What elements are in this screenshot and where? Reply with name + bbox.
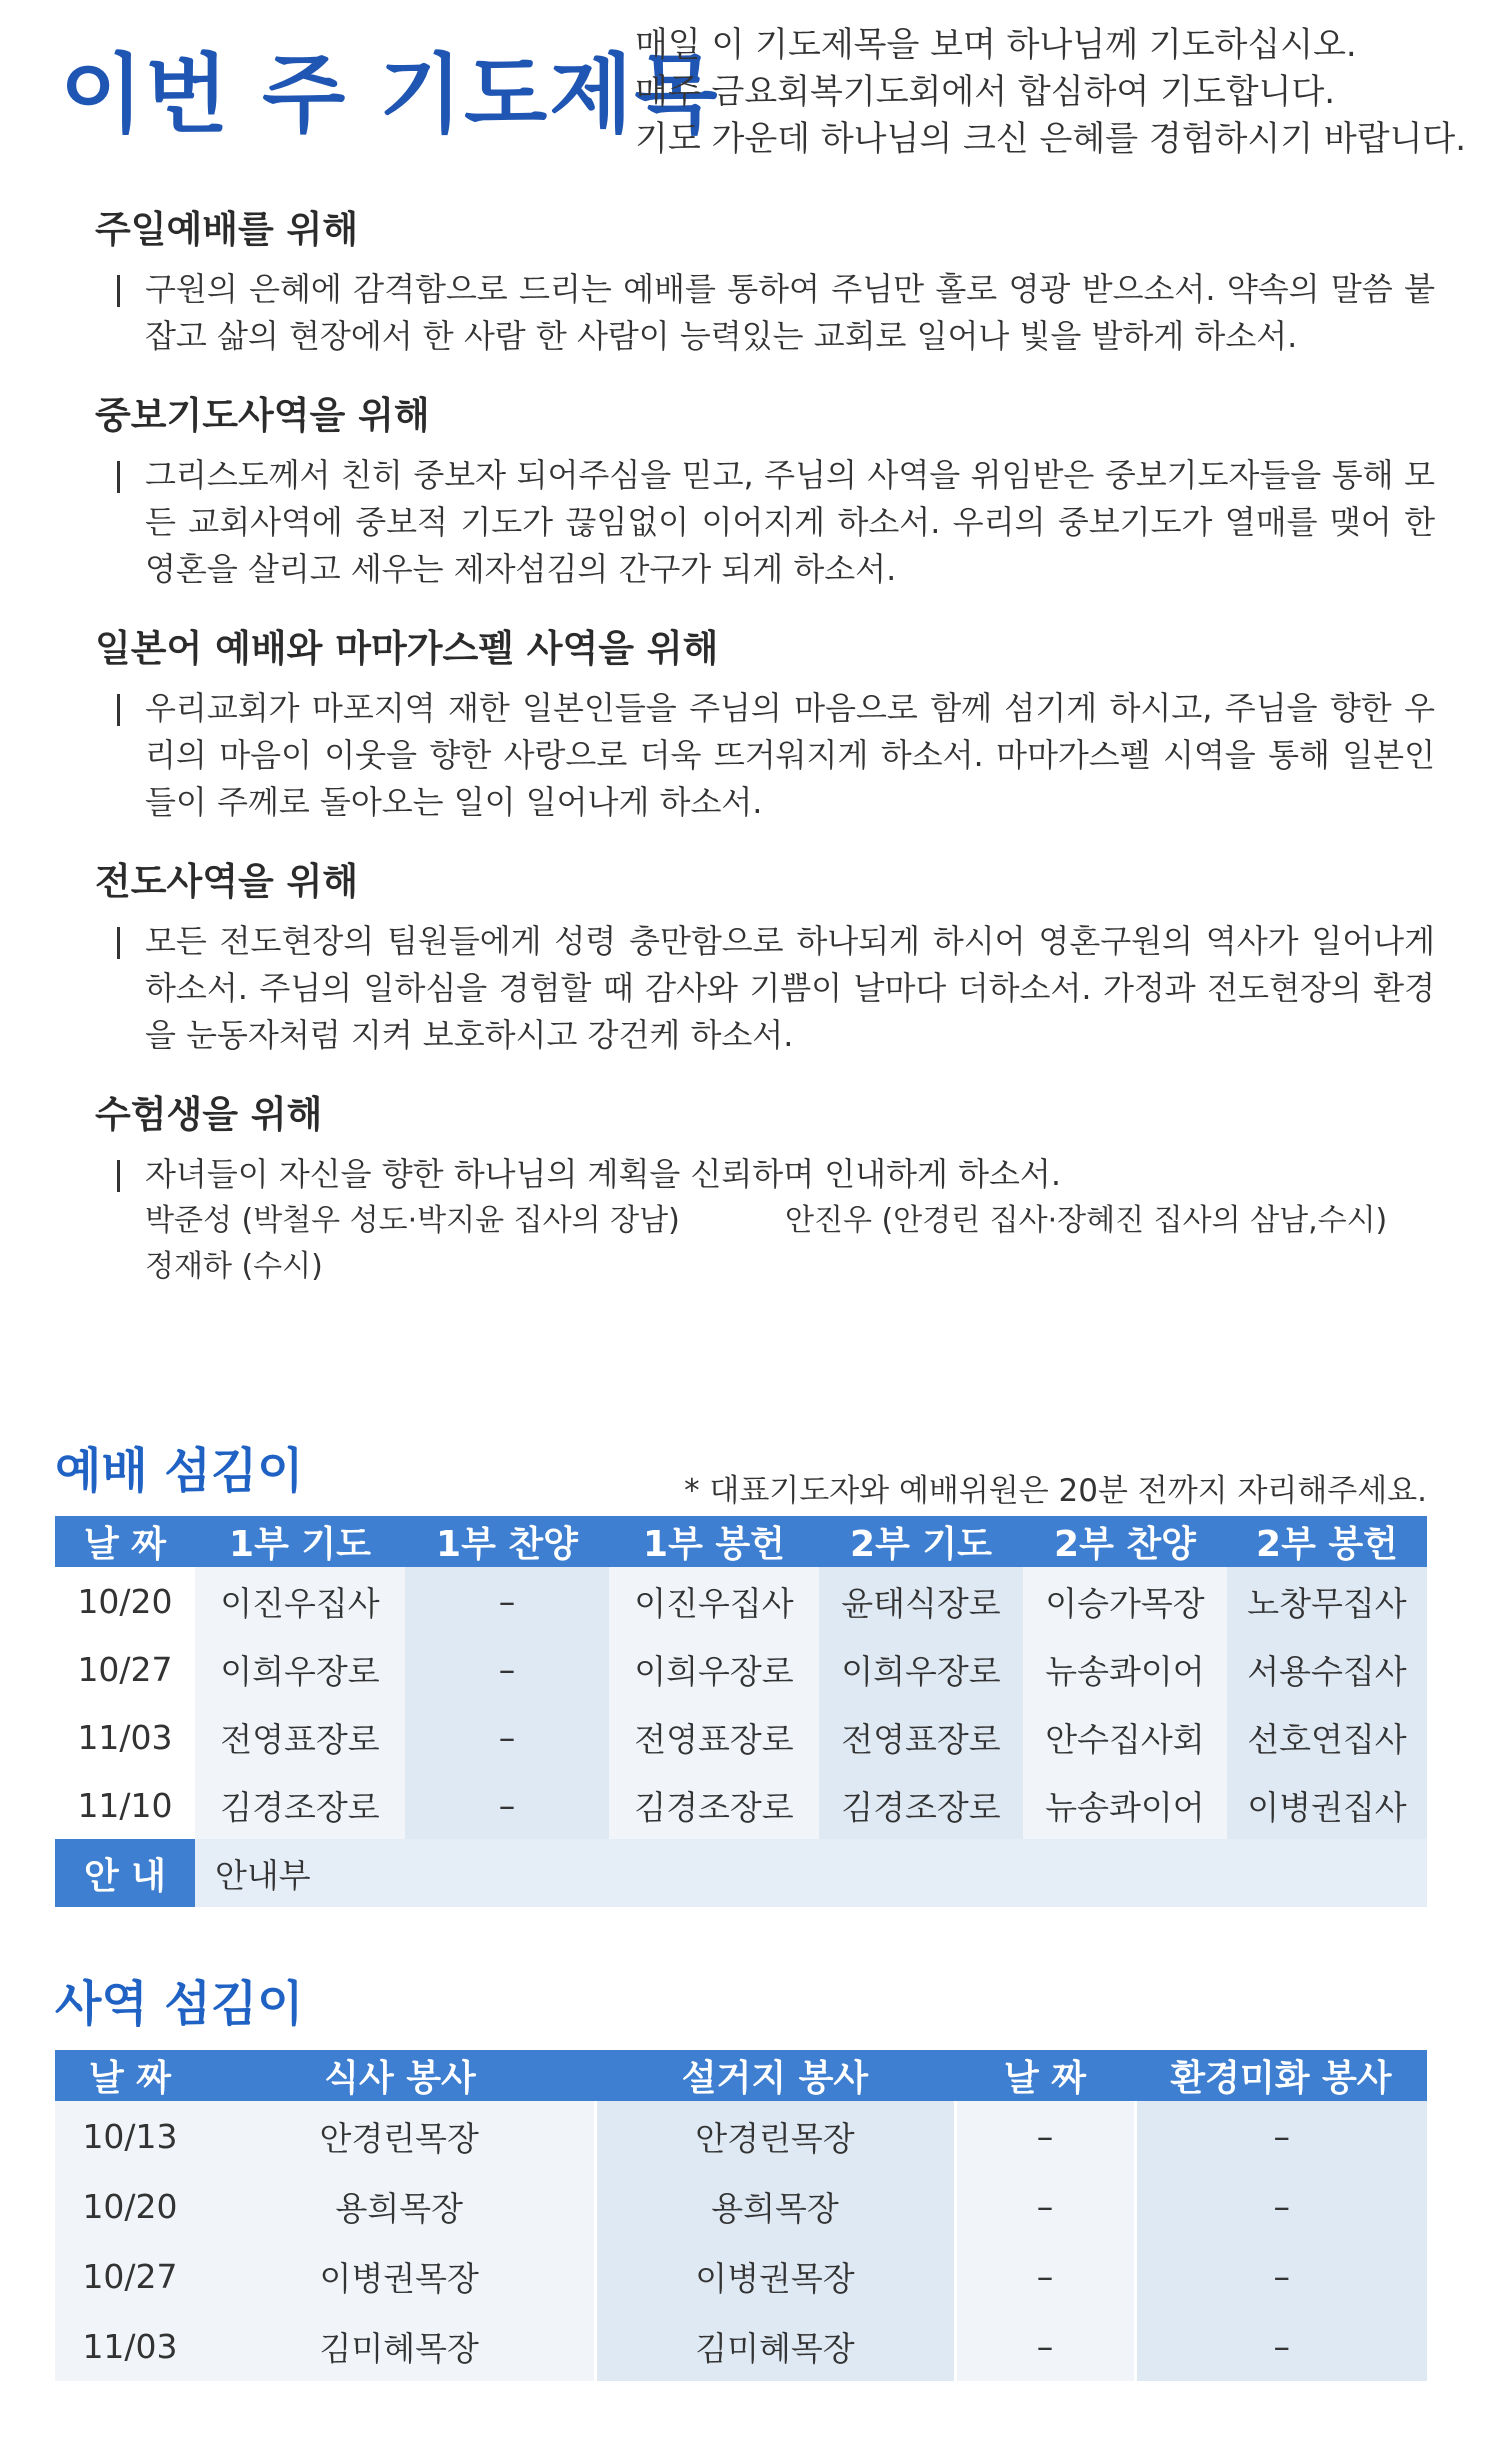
table-cell: 용희목장 <box>205 2171 595 2241</box>
intro-line: 매일 이 기도제목을 보며 하나님께 기도하십시오. <box>635 25 1357 65</box>
column-header: 날 짜 <box>955 2050 1135 2101</box>
prayer-title: 중보기도사역을 위해 <box>95 394 430 437</box>
table-row <box>55 2101 1427 2171</box>
column-header: 2부 찬양 <box>1023 1516 1227 1567</box>
ministry-title: 사역 섬김이 <box>55 1976 304 2032</box>
prayer-body: 자녀들이 자신을 향한 하나님의 계획을 신뢰하며 인내하게 하소서. <box>117 1151 1435 1198</box>
table-cell: 서용수집사 <box>1227 1635 1427 1703</box>
ministry-table <box>55 2050 1427 2381</box>
table-row <box>55 2241 1427 2311</box>
guide-value: 안내부 <box>195 1839 1427 1907</box>
table-row <box>55 1771 1427 1839</box>
table-cell: 전영표장로 <box>819 1703 1023 1771</box>
table-row <box>55 2171 1427 2241</box>
table-cell: 전영표장로 <box>609 1703 819 1771</box>
table-cell: – <box>405 1567 609 1635</box>
table-cell: – <box>405 1771 609 1839</box>
prayer-title: 수험생을 위해 <box>95 1093 323 1136</box>
table-header-row <box>55 1516 1427 1567</box>
table-cell: 이병권집사 <box>1227 1771 1427 1839</box>
table-row <box>55 1635 1427 1703</box>
intro-line: 매주 금요회복기도회에서 합심하여 기도합니다. <box>635 72 1336 112</box>
table-cell: – <box>955 2101 1135 2171</box>
table-cell: 김경조장로 <box>195 1771 405 1839</box>
student-names <box>145 1198 1435 1290</box>
table-cell: 김경조장로 <box>609 1771 819 1839</box>
date-cell: 10/13 <box>55 2101 205 2171</box>
date-cell: 10/20 <box>55 2171 205 2241</box>
table-cell: 김미혜목장 <box>205 2311 595 2381</box>
column-header: 2부 봉헌 <box>1227 1516 1427 1567</box>
prayer-section <box>95 1085 1435 1290</box>
column-header: 날 짜 <box>55 2050 205 2101</box>
table-cell: 김경조장로 <box>819 1771 1023 1839</box>
column-header: 식사 봉사 <box>205 2050 595 2101</box>
student-name: 박준성 (박철우 성도·박지윤 집사의 장남) <box>145 1203 680 1238</box>
table-cell: 뉴송콰이어 <box>1023 1635 1227 1703</box>
table-cell: – <box>955 2171 1135 2241</box>
column-header: 환경미화 봉사 <box>1135 2050 1427 2101</box>
table-cell: 이진우집사 <box>195 1567 405 1635</box>
page-title: 이번 주 기도제목 <box>60 45 720 145</box>
table-cell: 이희우장로 <box>195 1635 405 1703</box>
worship-table <box>55 1516 1427 1907</box>
table-cell: 이병권목장 <box>205 2241 595 2311</box>
names-row <box>145 1198 1435 1244</box>
column-header: 설거지 봉사 <box>595 2050 955 2101</box>
table-cell: 이승가목장 <box>1023 1567 1227 1635</box>
prayer-section <box>95 200 1435 360</box>
prayer-section <box>95 386 1435 593</box>
worship-note: * 대표기도자와 예배위원은 20분 전까지 자리해주세요. <box>684 1473 1427 1509</box>
prayer-title: 주일예배를 위해 <box>95 208 359 251</box>
table-cell: – <box>1135 2311 1427 2381</box>
prayer-list <box>95 200 1435 1316</box>
table-cell: 안수집사회 <box>1023 1703 1227 1771</box>
table-cell: 뉴송콰이어 <box>1023 1771 1227 1839</box>
table-cell: 선호연집사 <box>1227 1703 1427 1771</box>
date-cell: 10/20 <box>55 1567 195 1635</box>
guide-row <box>55 1839 1427 1907</box>
date-cell: 11/03 <box>55 1703 195 1771</box>
column-header: 1부 찬양 <box>405 1516 609 1567</box>
student-name: 정재하 (수시) <box>145 1249 323 1284</box>
prayer-body: 구원의 은혜에 감격함으로 드리는 예배를 통하여 주님만 홀로 영광 받으소서. 약속의 말씀 붙잡고 삶의 현장에서 한 사람 한 사람이 능력있는 교회로 일어나 빛을 발하게 하소서. <box>117 266 1435 360</box>
table-cell: 이병권목장 <box>595 2241 955 2311</box>
column-header: 2부 기도 <box>819 1516 1023 1567</box>
student-name: 안진우 (안경린 집사·장혜진 집사의 삼남,수시) <box>785 1203 1388 1238</box>
table-header-row <box>55 2050 1427 2101</box>
date-cell: 11/03 <box>55 2311 205 2381</box>
guide-label: 안 내 <box>55 1839 195 1907</box>
table-row <box>55 2311 1427 2381</box>
table-cell: – <box>1135 2241 1427 2311</box>
date-cell: 10/27 <box>55 2241 205 2311</box>
table-cell: – <box>955 2241 1135 2311</box>
table-cell: 안경린목장 <box>595 2101 955 2171</box>
table-cell: 김미혜목장 <box>595 2311 955 2381</box>
prayer-section <box>95 852 1435 1059</box>
table-cell: – <box>1135 2101 1427 2171</box>
prayer-title: 전도사역을 위해 <box>95 860 359 903</box>
column-header: 날 짜 <box>55 1516 195 1567</box>
table-cell: – <box>405 1635 609 1703</box>
prayer-section <box>95 619 1435 826</box>
table-cell: – <box>405 1703 609 1771</box>
table-cell: 윤태식장로 <box>819 1567 1023 1635</box>
table-cell: 안경린목장 <box>205 2101 595 2171</box>
table-row <box>55 1567 1427 1635</box>
prayer-title: 일본어 예배와 마마가스펠 사역을 위해 <box>95 627 719 670</box>
table-cell: 이희우장로 <box>819 1635 1023 1703</box>
date-cell: 11/10 <box>55 1771 195 1839</box>
table-cell: 전영표장로 <box>195 1703 405 1771</box>
column-header: 1부 봉헌 <box>609 1516 819 1567</box>
table-cell: – <box>955 2311 1135 2381</box>
prayer-body: 모든 전도현장의 팀원들에게 성령 충만함으로 하나되게 하시어 영혼구원의 역사가 일어나게 하소서. 주님의 일하심을 경험할 때 감사와 기쁨이 날마다 더하소서. 가정과 전도현장의 환경을 눈동자처럼 지켜 보호하시고 강건케 하소서. <box>117 918 1435 1059</box>
table-cell: 노창무집사 <box>1227 1567 1427 1635</box>
worship-title: 예배 섬김이 <box>55 1443 304 1499</box>
date-cell: 10/27 <box>55 1635 195 1703</box>
table-cell: 이진우집사 <box>609 1567 819 1635</box>
table-row <box>55 1703 1427 1771</box>
intro-line: 기도 가운데 하나님의 크신 은혜를 경험하시기 바랍니다. <box>635 119 1467 159</box>
table-cell: 용희목장 <box>595 2171 955 2241</box>
table-cell: – <box>1135 2171 1427 2241</box>
prayer-body: 그리스도께서 친히 중보자 되어주심을 믿고, 주님의 사역을 위임받은 중보기도자들을 통해 모든 교회사역에 중보적 기도가 끊임없이 이어지게 하소서. 우리의 중보기도가 열매를 맺어 한 영혼을 살리고 세우는 제자섬김의 간구가 되게 하소서. <box>117 452 1435 593</box>
column-header: 1부 기도 <box>195 1516 405 1567</box>
prayer-body: 우리교회가 마포지역 재한 일본인들을 주님의 마음으로 함께 섬기게 하시고, 주님을 향한 우리의 마음이 이웃을 향한 사랑으로 더욱 뜨거워지게 하소서. 마마가스펠 시역을 통해 일본인들이 주께로 돌아오는 일이 일어나게 하소서. <box>117 685 1435 826</box>
intro-text <box>635 22 1465 163</box>
table-cell: 이희우장로 <box>609 1635 819 1703</box>
